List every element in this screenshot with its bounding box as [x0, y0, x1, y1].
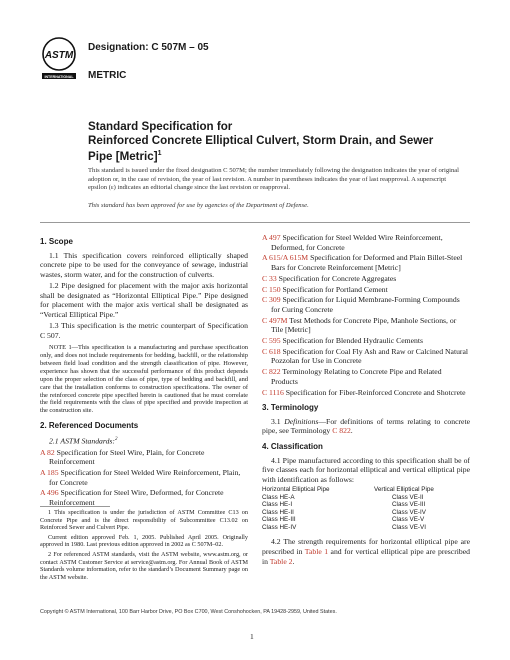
- class-item: Class VE-IV: [392, 508, 426, 516]
- issuance-note: This standard is issued under the fixed designation C 507M; the number immediately following the designation indicates the year of original adoption or, in the case of revision, the year of last revision. A number in parentheses indicates the year of last reapproval. A superscript epsilon (ε) indicates an editorial change since the last revision or reapproval.: [88, 167, 460, 191]
- reference-item: C 309 Specification for Liquid Membrane-Forming Compounds for Curing Concrete: [262, 295, 460, 314]
- reference-link[interactable]: C 150: [262, 284, 281, 294]
- reference-item: C 33 Specification for Concrete Aggregates: [262, 273, 397, 283]
- class-item: Class HE-I: [262, 501, 293, 509]
- right-column: [262, 233, 470, 568]
- class-table: [262, 486, 470, 531]
- class-item: Class HE-II: [262, 508, 294, 516]
- footnote-1-edition: Current edition approved Feb. 1, 2005. Published April 2005. Originally approved in 1980. Last previous edition approved in 2002 as C 507M–02.: [40, 533, 248, 549]
- class-item: Class HE-III: [262, 516, 296, 524]
- reference-item: C 822 Terminology Relating to Concrete Pipe and Related Products: [262, 367, 442, 386]
- reference-link[interactable]: C 33: [262, 273, 277, 283]
- divider: [40, 222, 470, 223]
- document-title: [88, 120, 448, 163]
- reference-link[interactable]: C 497M: [262, 315, 288, 325]
- dod-approval-note: This standard has been approved for use by agencies of the Department of Defense.: [88, 202, 309, 209]
- table-1-link[interactable]: Table 1: [304, 546, 329, 556]
- footnote-2: 2 For referenced ASTM standards, visit the ASTM website, www.astm.org, or contact ASTM Customer Service at service@astm.org. For Annual Book of ASTM Standards volume information, refer to the standard’s Document Summary page on the ASTM website.: [40, 550, 248, 581]
- reference-link[interactable]: C 822: [262, 367, 281, 377]
- note-1: NOTE 1—This specification is a manufacturing and purchase specification only, and does not include requirements for bedding, backfill, or the relationship between field load condition and the strength classification of pipe. However, experience has shown that the successful performance of this product depends upon the proper selection of the class of pipe, type of bedding and backfill, and care that the installation conforms to construction specifications. The owner of the reinforced concrete pipe specified herein is cautioned that he must correlate the field requirements with the class of pipe specified and provide inspection at the construction site.: [40, 344, 248, 415]
- svg-text:INTERNATIONAL: INTERNATIONAL: [44, 75, 74, 79]
- section-heading-referenced-documents: 2. Referenced Documents: [40, 421, 139, 431]
- para-4-1: 4.1 Pipe manufactured according to this specification shall be of five classes each for horizontal elliptical and vertical elliptical pipe with identification as follows:: [262, 455, 470, 484]
- para-1-1: 1.1 This specification covers reinforced elliptically shaped concrete pipe to be used for the conveyance of sewage, industrial wastes, storm water, and for the construction of culverts.: [40, 250, 248, 279]
- class-item: Class VE-VI: [392, 523, 426, 531]
- reference-link[interactable]: A 185: [40, 468, 59, 477]
- reference-link[interactable]: A 615/A 615M: [262, 253, 309, 263]
- metric-label: METRIC: [88, 70, 127, 81]
- reference-link[interactable]: C 595: [262, 336, 281, 346]
- astm-logo: [40, 36, 78, 82]
- para-1-2: 1.2 Pipe designed for placement with the major axis horizontal shall be designated as “Horizontal Elliptical Pipe.” Pipe designed for placement with the major axis vertical shall be designated as “Vertical Elliptical Pipe.”: [40, 280, 248, 319]
- para-1-3: 1.3 This specification is the metric counterpart of Specification C 507.: [40, 320, 248, 340]
- class-list-heading: Vertical Elliptical Pipe: [374, 486, 434, 494]
- copyright-footer: Copyright © ASTM International, 100 Barr Harbor Drive, PO Box C700, West Conshohocken, PA 19428-2959, United States.: [40, 609, 337, 615]
- section-heading-scope: 1. Scope: [40, 237, 73, 246]
- section-heading-terminology: 3. Terminology: [262, 403, 319, 413]
- reference-link[interactable]: C 1116: [262, 387, 284, 397]
- page-number: 1: [250, 632, 254, 641]
- class-item: Class HE-IV: [262, 523, 297, 531]
- designation: Designation: C 507M – 05: [88, 42, 209, 53]
- reference-item: C 618 Specification for Coal Fly Ash and Raw or Calcined Natural Pozzolan for Use in Concrete: [262, 346, 469, 366]
- title-line-2: Reinforced Concrete Elliptical Culvert, Storm Drain, and Sewer Pipe [Metric]$^1$: [88, 133, 434, 163]
- footnotes: [40, 509, 248, 583]
- reference-link[interactable]: C 309: [262, 295, 281, 305]
- reference-item: C 497M Test Methods for Concrete Pipe, Manhole Sections, or Tile [Metric]: [262, 315, 457, 335]
- title-footnote-mark: 1: [157, 150, 162, 157]
- reference-link[interactable]: C 618: [262, 346, 281, 356]
- svg-text:ASTM: ASTM: [44, 50, 74, 61]
- horizontal-class-list: [262, 486, 374, 531]
- astm-standards-label: 2.1 ASTM Standards:$^2$: [49, 436, 118, 446]
- class-list-heading: Horizontal Elliptical Pipe: [262, 486, 330, 494]
- reference-item: C 595 Specification for Blended Hydraulic Cements: [262, 336, 423, 346]
- section-heading-classification: 4. Classification: [262, 441, 323, 451]
- reference-item: C 150 Specification for Portland Cement: [262, 284, 388, 294]
- title-line-1: Standard Specification for: [88, 120, 233, 133]
- reference-item: C 1116 Specification for Fiber-Reinforced Concrete and Shotcrete: [262, 387, 466, 397]
- table-2-link[interactable]: Table 2: [269, 556, 293, 566]
- reference-link[interactable]: A 82: [40, 447, 55, 457]
- para-3-1: 3.1 Definitions—For definitions of terms relating to concrete pipe, see Terminology C 822.: [262, 416, 470, 436]
- class-item: Class VE-II: [392, 493, 424, 501]
- para-4-2: 4.2 The strength requirements for horizontal elliptical pipe are prescribed in Table 1 and for vertical elliptical pipe are prescribed in Table 2.: [262, 537, 470, 566]
- reference-item: A 497 Specification for Steel Welded Wire Reinforcement, Deformed, for Concrete: [262, 233, 443, 252]
- class-item: Class HE-A: [262, 493, 295, 501]
- footnote-1: 1 This specification is under the jurisdiction of ASTM Committee C13 on Concrete Pipe and is the direct responsibility of Subcommittee C13.02 on Reinforced Sewer and Culvert Pipe.: [40, 509, 248, 532]
- vertical-class-list: [374, 486, 470, 531]
- reference-item: A 82 Specification for Steel Wire, Plain, for Concrete Reinforcement: [40, 447, 205, 467]
- class-item: Class VE-V: [392, 516, 425, 524]
- reference-link[interactable]: A 496: [40, 488, 59, 498]
- terminology-link[interactable]: C 822: [332, 426, 351, 436]
- left-column: [40, 231, 248, 509]
- reference-item: A 185 Specification for Steel Welded Wire Reinforcement, Plain, for Concrete: [40, 468, 241, 487]
- class-item: Class VE-III: [392, 501, 426, 509]
- reference-item: A 496 Specification for Steel Wire, Deformed, for Concrete Reinforcement: [40, 488, 224, 507]
- footnote-divider: [40, 506, 110, 507]
- reference-item: A 615/A 615M Specification for Deformed and Plain Billet-Steel Bars for Concrete Reinforcement [Metric]: [262, 253, 463, 272]
- reference-link[interactable]: A 497: [262, 233, 281, 242]
